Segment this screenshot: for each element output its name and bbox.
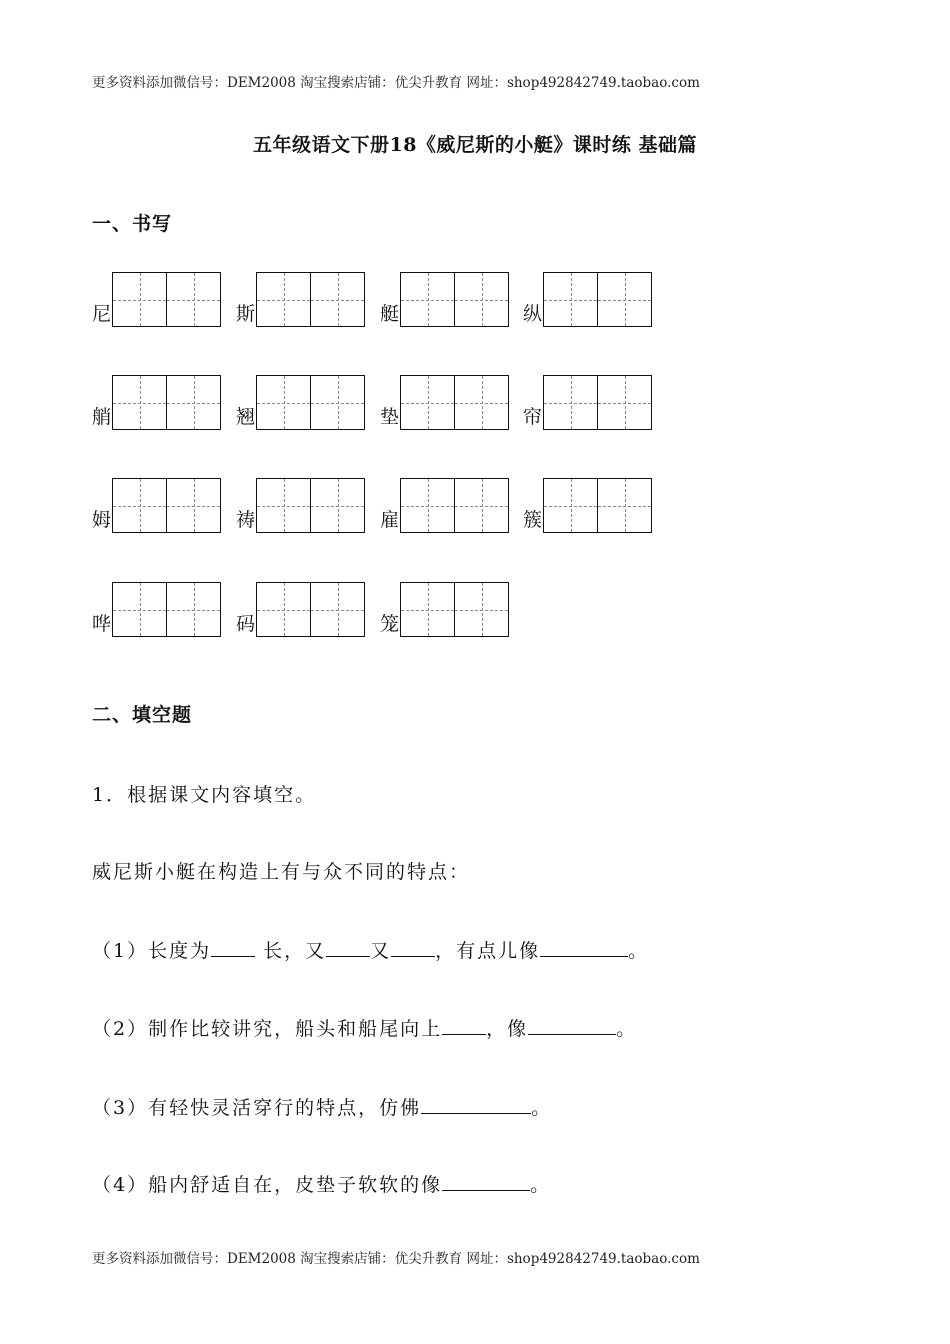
tianzige-box[interactable] <box>112 478 221 533</box>
tianzige-box[interactable] <box>256 272 365 327</box>
answer-blank[interactable] <box>442 1014 486 1035</box>
character-label: 艄 <box>92 406 112 428</box>
page-header: 更多资料添加微信号：DEM2008 淘宝搜索店铺：优尖升教育 网址：shop492842749.taobao.com <box>92 75 700 91</box>
tianzige-box[interactable] <box>400 582 509 637</box>
fill-item-1 <box>92 936 649 963</box>
tianzige-box[interactable] <box>543 272 652 327</box>
character-label: 尼 <box>92 303 112 325</box>
fill-text: 长，又 <box>255 940 327 962</box>
fill-text: ，有点儿像 <box>435 940 541 962</box>
tianzige-box[interactable] <box>256 478 365 533</box>
tianzige-box[interactable] <box>112 375 221 430</box>
fill-item-2 <box>92 1014 637 1041</box>
fill-text: （4）船内舒适自在，皮垫子软软的像 <box>92 1174 443 1196</box>
tianzige-box[interactable] <box>543 375 652 430</box>
answer-blank[interactable] <box>421 1093 531 1114</box>
character-label: 簇 <box>523 509 543 531</box>
section-heading-writing: 一、书写 <box>92 213 173 235</box>
character-label: 码 <box>236 613 256 635</box>
fill-text: 。 <box>530 1174 552 1196</box>
tianzige-box[interactable] <box>543 478 652 533</box>
character-label: 姆 <box>92 509 112 531</box>
document-title: 五年级语文下册18《威尼斯的小艇》课时练 基础篇 <box>252 134 698 156</box>
character-label: 艇 <box>380 303 400 325</box>
tianzige-box[interactable] <box>400 375 509 430</box>
character-label: 哗 <box>92 613 112 635</box>
fill-text: 。 <box>628 940 650 962</box>
answer-blank[interactable] <box>211 936 255 957</box>
tianzige-box[interactable] <box>400 478 509 533</box>
fill-text: （1）长度为 <box>92 940 212 962</box>
tianzige-box[interactable] <box>256 375 365 430</box>
answer-blank[interactable] <box>528 1014 616 1035</box>
fill-text: ，像 <box>486 1018 529 1040</box>
question-intro: 威尼斯小艇在构造上有与众不同的特点： <box>92 861 471 883</box>
question-prompt: 1．根据课文内容填空。 <box>92 784 317 806</box>
answer-blank[interactable] <box>391 936 435 957</box>
tianzige-box[interactable] <box>112 272 221 327</box>
character-label: 垫 <box>380 406 400 428</box>
fill-item-3 <box>92 1093 552 1120</box>
fill-text: （2）制作比较讲究，船头和船尾向上 <box>92 1018 443 1040</box>
character-label: 斯 <box>236 303 256 325</box>
character-label: 纵 <box>523 303 543 325</box>
fill-text: （3）有轻快灵活穿行的特点，仿佛 <box>92 1097 422 1119</box>
character-label: 雇 <box>380 509 400 531</box>
tianzige-box[interactable] <box>256 582 365 637</box>
fill-text: 。 <box>616 1018 638 1040</box>
tianzige-box[interactable] <box>112 582 221 637</box>
fill-item-4 <box>92 1170 551 1197</box>
page-footer: 更多资料添加微信号：DEM2008 淘宝搜索店铺：优尖升教育 网址：shop492842749.taobao.com <box>92 1251 700 1267</box>
answer-blank[interactable] <box>442 1170 530 1191</box>
character-label: 帘 <box>523 406 543 428</box>
tianzige-box[interactable] <box>400 272 509 327</box>
answer-blank[interactable] <box>540 936 628 957</box>
character-label: 祷 <box>236 509 256 531</box>
character-label: 笼 <box>380 613 400 635</box>
fill-text: 。 <box>531 1097 553 1119</box>
character-label: 翘 <box>236 406 256 428</box>
fill-text: 又 <box>370 940 392 962</box>
section-heading-fill-blank: 二、填空题 <box>92 704 193 726</box>
answer-blank[interactable] <box>326 936 370 957</box>
